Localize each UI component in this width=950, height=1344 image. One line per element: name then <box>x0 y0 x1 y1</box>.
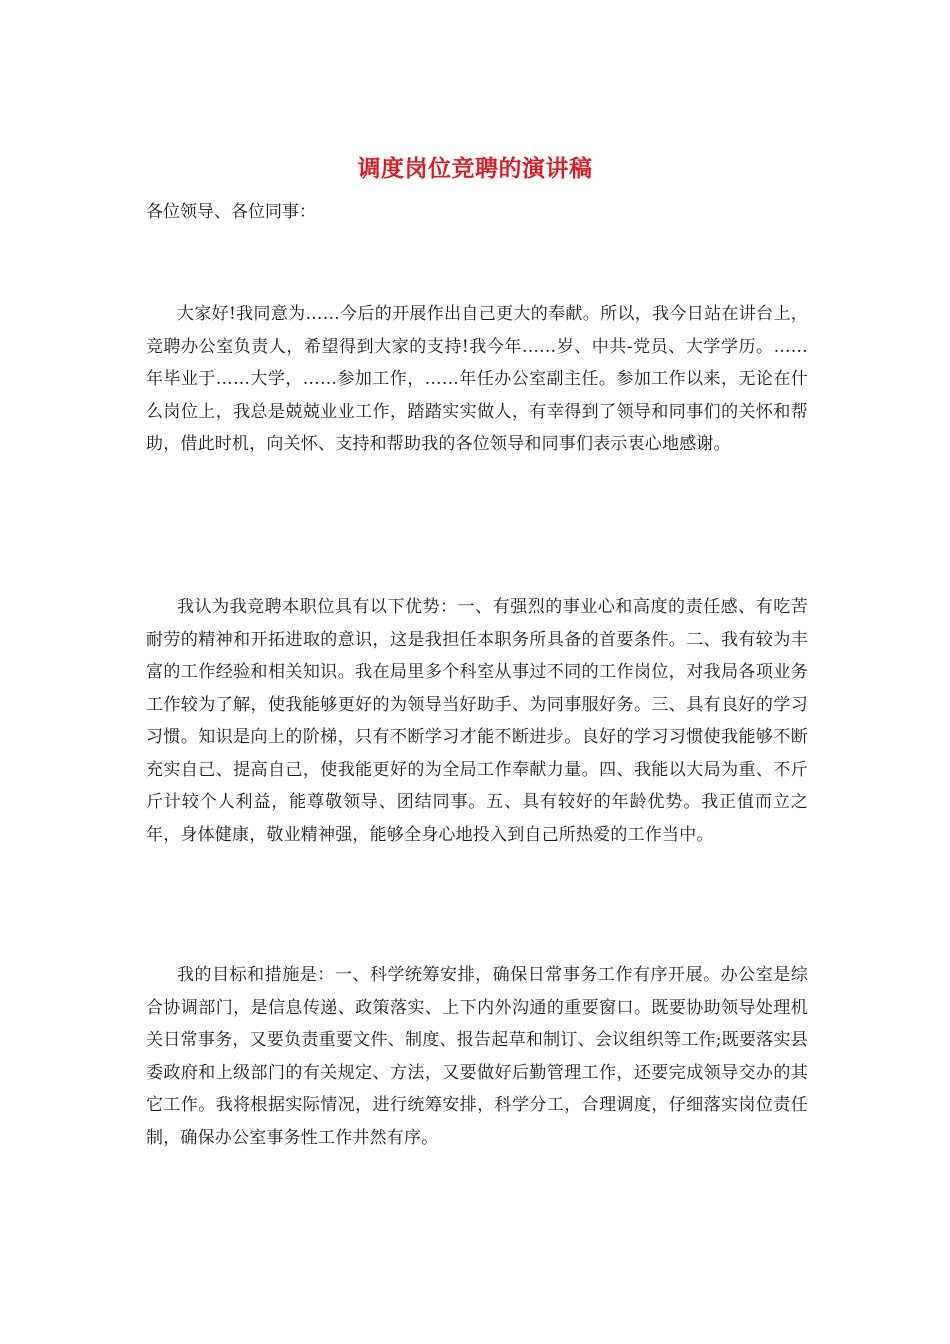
paragraph-advantages: 我认为我竞聘本职位具有以下优势：一、有强烈的事业心和高度的责任感、有吃苦耐劳的精神和开拓进取的意识，这是我担任本职务所具备的首要条件。二、我有较为丰富的工作经验和相关知识。我在局里多个科室从事过不同的工作岗位，对我局各项业务工作较为了解，使我能够更好的为领导当好助手、为同事服好务。三、具有良好的学习习惯。知识是向上的阶梯，只有不断学习才能不断进步。良好的学习习惯使我能够不断充实自己、提高自己，使我能更好的为全局工作奉献力量。四、我能以大局为重、不斤斤计较个人利益，能尊敬领导、团结同事。五、具有较好的年龄优势。我正值而立之年，身体健康，敬业精神强，能够全身心地投入到自己所热爱的工作当中。 <box>146 597 808 845</box>
paragraph-goals: 我的目标和措施是：一、科学统筹安排，确保日常事务工作有序开展。办公室是综合协调部门，是信息传递、政策落实、上下内外沟通的重要窗口。既要协助领导处理机关日常事务，又要负责重要文件、制度、报告起草和制订、会议组织等工作;既要落实县委政府和上级部门的有关规定、方法，又要做好后勤管理工作，还要完成领导交办的其它工作。我将根据实际情况，进行统筹安排，科学分工，合理调度，仔细落实岗位责任制，确保办公室事务性工作井然有序。 <box>146 965 808 1148</box>
document-title: 调度岗位竞聘的演讲稿 <box>357 155 593 182</box>
paragraph-introduction: 大家好!我同意为……今后的开展作出自己更大的奉献。所以，我今日站在讲台上，竞聘办公室负责人，希望得到大家的支持!我今年……岁、中共-党员、大学学历。……年毕业于……大学，……参加工作，……年任办公室副主任。参加工作以来，无论在什么岗位上，我总是兢兢业业工作，踏踏实实做人，有幸得到了领导和同事们的关怀和帮助，借此时机，向关怀、支持和帮助我的各位领导和同事们表示衷心地感谢。 <box>146 304 808 454</box>
greeting-line: 各位领导、各位同事： <box>146 202 316 222</box>
